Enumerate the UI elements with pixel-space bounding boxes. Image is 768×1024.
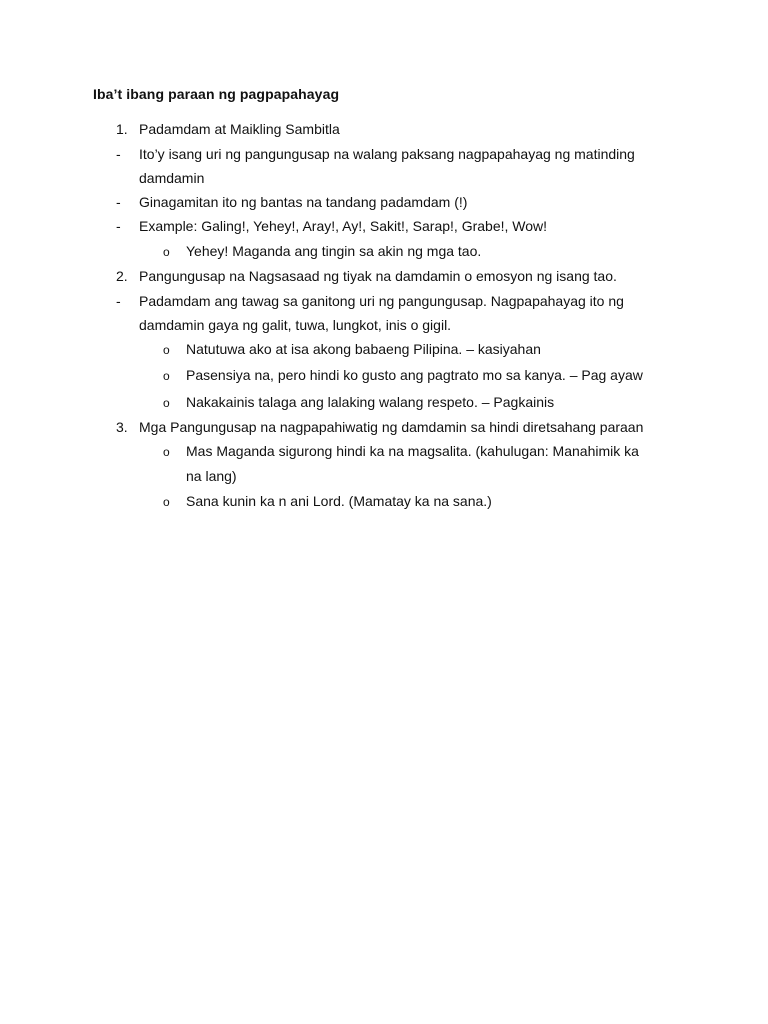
sub-item-text: Pasensiya na, pero hindi ko gusto ang pagtrato mo sa kanya. – Pag ayaw — [186, 367, 643, 383]
document-title: Iba’t ibang paraan ng pagpapahayag — [93, 86, 340, 102]
dash-text: Padamdam ang tawag sa ganitong uri ng pangungusap. Nagpapahayag ito ng — [139, 293, 624, 309]
dash-text: damdamin gaya ng galit, tuwa, lungkot, inis o gigil. — [139, 317, 452, 333]
list-heading: Mga Pangungusap na nagpapahiwatig ng damdamin sa hindi diretsahang paraan — [139, 419, 644, 435]
dash-marker: - — [116, 146, 121, 162]
list-number: 1. — [116, 121, 128, 137]
dash-marker: - — [116, 293, 121, 309]
sub-item-text: Sana kunin ka n ani Lord. (Mamatay ka na sana.) — [186, 493, 492, 509]
sub-item-text: na lang) — [186, 468, 237, 484]
dash-marker: - — [116, 218, 121, 234]
dash-text: Example: Galing!, Yehey!, Aray!, Ay!, Sakit!, Sarap!, Grabe!, Wow! — [139, 218, 548, 234]
list-number: 2. — [116, 268, 128, 284]
circle-bullet-icon: o — [163, 369, 170, 383]
dash-text: Ginagamitan ito ng bantas na tandang padamdam (!) — [139, 194, 468, 210]
sub-item-text: Natutuwa ako at isa akong babaeng Pilipina. – kasiyahan — [186, 341, 541, 357]
circle-bullet-icon: o — [163, 396, 170, 410]
dash-text: damdamin — [139, 170, 205, 186]
circle-bullet-icon: o — [163, 245, 170, 259]
list-number: 3. — [116, 419, 128, 435]
dash-text: Ito’y isang uri ng pangungusap na walang paksang nagpapahayag ng matinding — [139, 146, 635, 162]
circle-bullet-icon: o — [163, 343, 170, 357]
sub-item-text: Yehey! Maganda ang tingin sa akin ng mga tao. — [186, 243, 482, 259]
circle-bullet-icon: o — [163, 495, 170, 509]
list-heading: Pangungusap na Nagsasaad ng tiyak na damdamin o emosyon ng isang tao. — [139, 268, 617, 284]
list-heading: Padamdam at Maikling Sambitla — [139, 121, 340, 137]
sub-item-text: Nakakainis talaga ang lalaking walang respeto. – Pagkainis — [186, 394, 555, 410]
circle-bullet-icon: o — [163, 445, 170, 459]
dash-marker: - — [116, 194, 121, 210]
sub-item-text: Mas Maganda sigurong hindi ka na magsalita. (kahulugan: Manahimik ka — [186, 443, 639, 459]
